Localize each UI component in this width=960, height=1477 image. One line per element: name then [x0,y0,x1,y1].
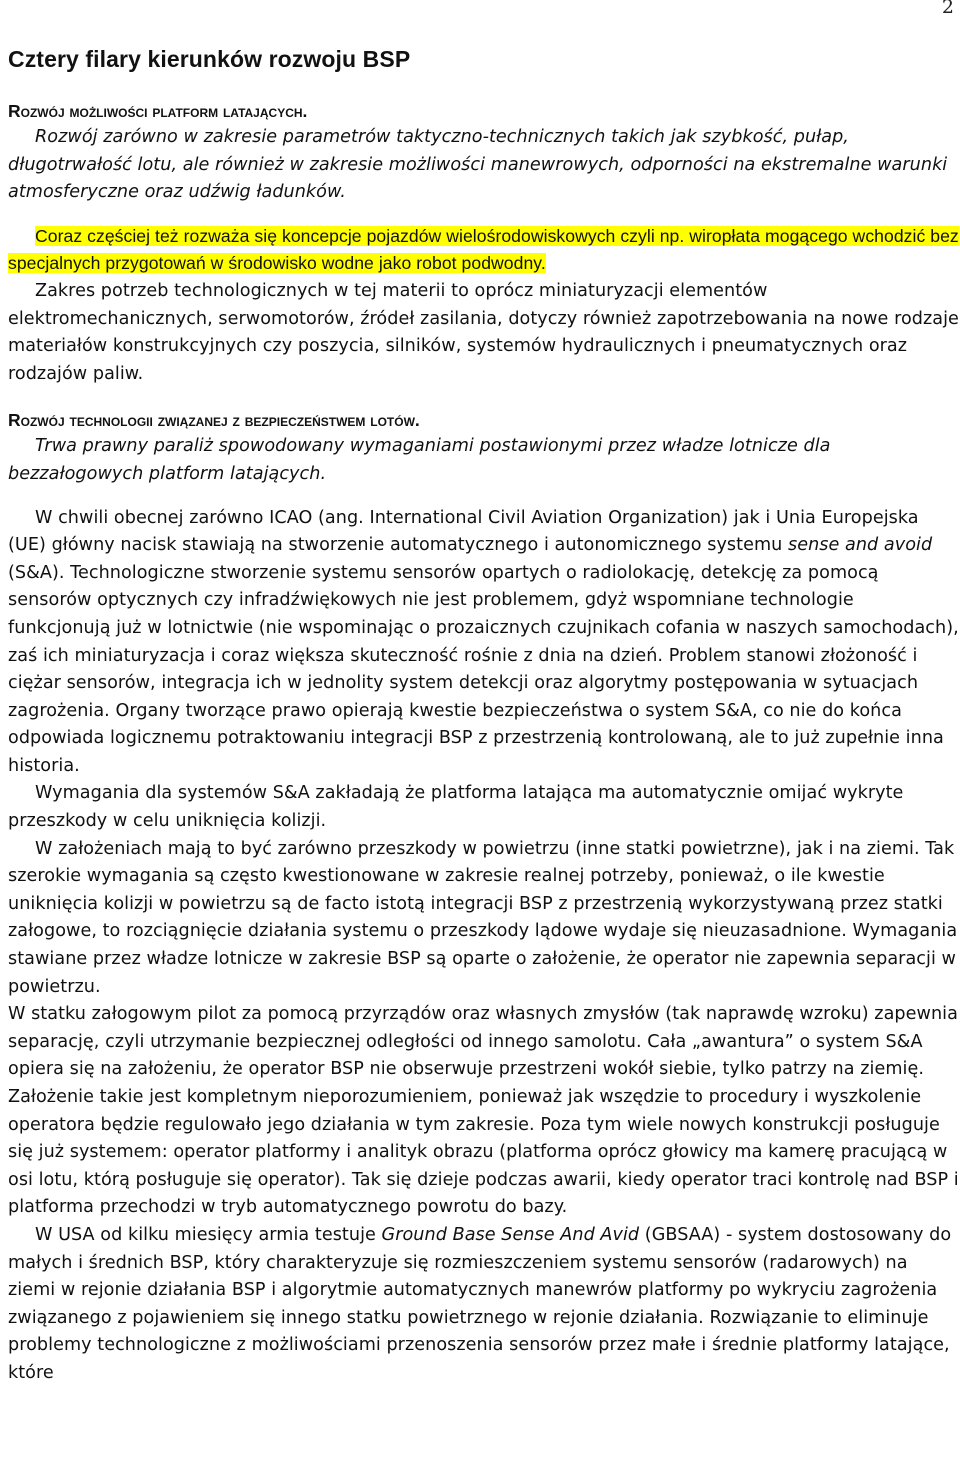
paragraph: Rozwój zarówno w zakresie parametrów taktyczno-technicznych takich jak szybkość, pułap, długotrwałość lotu, ale również w zakresie możliwości manewrowych, odporności na ekstremalne warunki atmosferyczne oraz udźwig ładunków. [8,127,948,203]
paragraph [8,1222,960,1388]
text-run: (S&A). Technologiczne stworzenie systemu sensorów opartych o radiolokację, detekcję za pomocą sensorów optycznych czy infradźwiękowych nie jest problemem, gdyż wspomniane technologie funkcjonują już w lotnictwie (nie wspominając o prozaicznych czujnikach cofania w naszych samochodach), zaś ich miniaturyzacja i coraz większa skuteczność rośnie z dnia na dzień. Problem stanowi złożoność i ciężar sensorów, integracja ich w jednolity system detekcji oraz algorytmy postępowania w sytuacjach zagrożenia. Organy tworzące prawo opierają kwestie bezpieczeństwa o system S&A, co nie do końca odpowiada logicznemu potraktowaniu integracji BSP z przestrzenią kontrolowaną, ale to już zupełnie inna historia. [8,562,959,776]
section-platforms [8,99,960,388]
text-run: W chwili obecnej zarówno ICAO (ang. International Civil Aviation Organization) jak i Unia Europejska (UE) główny nacisk stawiają na stworzenie automatycznego i autonomicznego systemu [8,507,919,556]
highlighted-paragraph [8,223,960,278]
spacer [8,489,960,505]
page-number: 2 [941,0,954,18]
italic-term: Ground Base Sense And Avid [381,1224,640,1245]
section-heading-safety: Rozwój technologii związanej z bezpieczeństwem lotów. [8,410,420,431]
text-run: W USA od kilku miesięcy armia testuje [35,1224,382,1245]
section-heading-platforms: Rozwój możliwości platform latających. [8,101,308,121]
paragraph [8,505,960,781]
paragraph: W statku załogowym pilot za pomocą przyrządów oraz własnych zmysłów (tak naprawdę wzroku) zapewnia separację, czyli utrzymanie bezpiecznej odległości od innego samolotu. Cała „awantura” o system S&A opiera się na założeniu, że operator BSP nie obserwuje przestrzeni wokół siebie, tylko patrzy na ziemię. Założenie takie jest kompletnym nieporozumieniem, ponieważ jak wszędzie to procedury i wyszkolenie operatora będzie regulowało jego działania w tym zakresie. Poza tym wiele nowych konstrukcji posługuje się już systemem: operator platformy i analityk obrazu (platforma oprócz głowicy ma kamerę pracującą w osi lotu, którą posługuje się operator). Tak się dzieje podczas awarii, kiedy operator traci kontrolę nad BSP i platforma przechodzi w tryb automatycznego powrotu do bazy. [8,1004,959,1218]
paragraph: Wymagania dla systemów S&A zakładają że platforma latająca ma automatycznie omijać wykryte przeszkody w celu uniknięcia kolizji. [8,783,904,832]
paragraph: Trwa prawny paraliż spowodowany wymaganiami postawionymi przez władze lotnicze dla bezzałogowych platform latających. [8,436,831,484]
document-body [8,46,960,1388]
text-run: (GBSAA) - system dostosowany do małych i średnich BSP, który charakteryzuje się rozmieszczeniem systemu sensorów (radarowych) na ziemi w rejonie działania BSP i algorytmie automatycznych manewrów platformy po wykryciu zagrożenia związanego z pojawieniem się innego statku powietrznego w rejonie działania. Rozwiązanie to eliminuje problemy technologiczne z możliwościami przenoszenia sensorów przez małe i średnie platformy latające, które [8,1224,952,1383]
spacer [8,207,960,223]
spacer [8,388,960,408]
italic-term: sense and avoid [788,535,933,556]
section-safety [8,408,960,1387]
page-title: Cztery filary kierunków rozwoju BSP [8,46,411,72]
paragraph: Zakres potrzeb technologicznych w tej materii to oprócz miniaturyzacji elementów elektromechanicznych, serwomotorów, źródeł zasilania, dotyczy również zapotrzebowania na nowe rodzaje materiałów konstrukcyjnych czy poszycia, silników, systemów hydraulicznych i pneumatycznych oraz rodzajów paliw. [8,280,959,384]
highlight-text: Coraz częściej też rozważa się koncepcje pojazdów wielośrodowiskowych czyli np. wiropłata mogącego wchodzić bez specjalnych przygotowań w środowisko wodne jako robot podwodny. [8,225,959,274]
paragraph: W założeniach mają to być zarówno przeszkody w powietrzu (inne statki powietrzne), jak i na ziemi. Tak szerokie wymagania są często kwestionowane w zakresie realnej potrzeby, ponieważ, o ile kwestie uniknięcia kolizji w powietrzu są de facto istotą integracji BSP z przestrzenią wykorzystywaną przez statki załogowe, to rozciągnięcie działania systemu o przeszkody lądowe wydaje się nieuzasadnione. Wymagania stawiane przez władze lotnicze w zakresie BSP są oparte o założenie, że operator nie zapewnia separacji w powietrzu. [8,838,958,997]
